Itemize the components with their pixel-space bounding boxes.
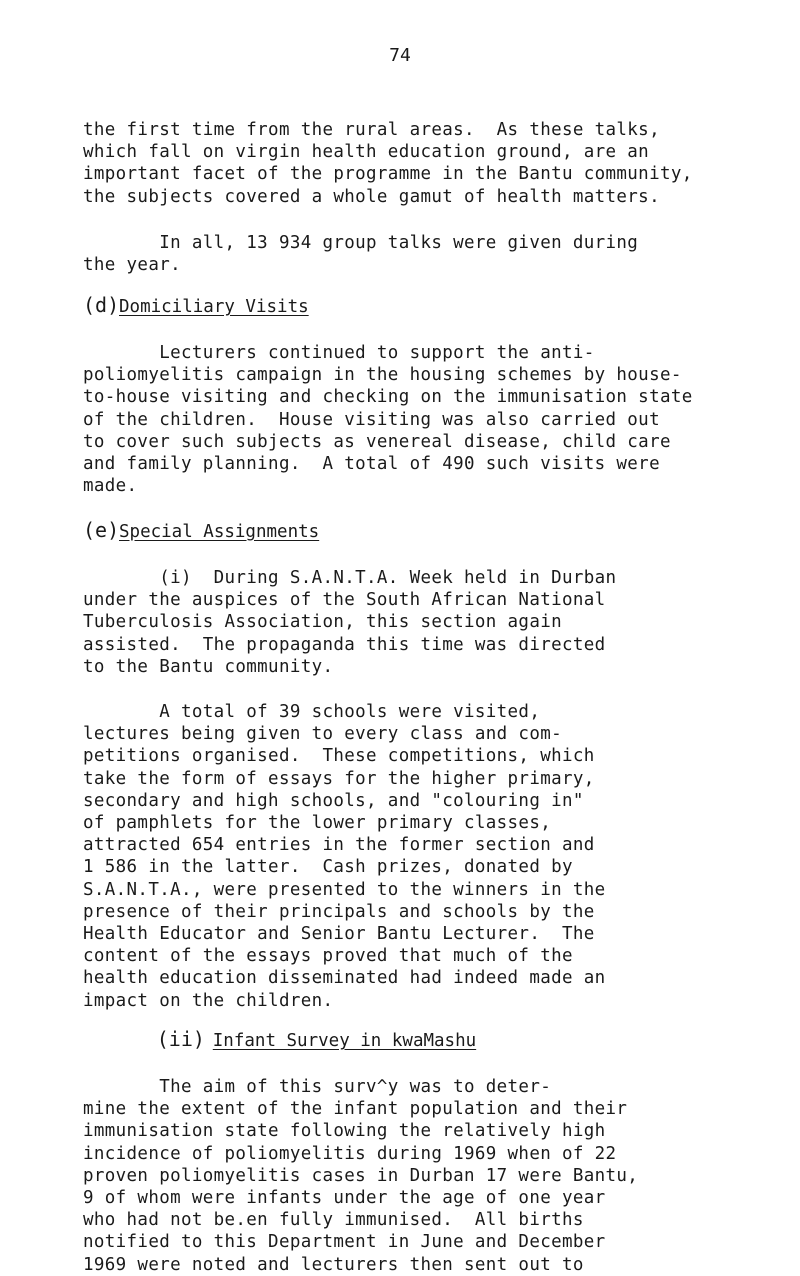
- text-line: the first time from the rural areas. As these talks,: [83, 120, 660, 140]
- section-e-heading: [83, 518, 763, 544]
- text-line: health education disseminated had indeed made an: [83, 968, 606, 989]
- text-line: immunisation state following the relatively high: [83, 1121, 606, 1142]
- text-line: 1969 were noted and lecturers then sent out to: [83, 1254, 584, 1275]
- sub-ii-paragraph: [83, 1076, 763, 1276]
- text-line: incidence of poliomyelitis during 1969 when of 22: [83, 1143, 617, 1164]
- text-line: assisted. The propaganda this time was directed: [83, 634, 606, 655]
- section-label: (d): [83, 293, 120, 317]
- text-line: who had not be.en fully immunised. All births: [83, 1210, 584, 1231]
- text-line: presence of their principals and schools by the: [83, 901, 595, 922]
- text-line: take the form of essays for the higher primary,: [83, 768, 595, 789]
- text-line: of pamphlets for the lower primary classes,: [83, 813, 552, 834]
- text-line: poliomyelitis campaign in the housing schemes by house-: [83, 365, 682, 386]
- text-line: (i) During S.A.N.T.A. Week held in Durban: [83, 568, 617, 588]
- text-line: to cover such subjects as venereal disease, child care: [83, 431, 671, 452]
- sub-section-title: Infant Survey in kwaMashu: [212, 1031, 477, 1051]
- section-label: (e): [83, 518, 120, 542]
- text-line: Tuberculosis Association, this section again: [83, 612, 562, 633]
- section-e-schools-paragraph: [83, 701, 763, 1012]
- sub-ii-heading: [83, 1027, 763, 1053]
- text-line: the subjects covered a whole gamut of health matters.: [83, 186, 660, 207]
- text-line: 1 586 in the latter. Cash prizes, donated by: [83, 857, 573, 878]
- sub-section-label: (ii): [156, 1027, 205, 1051]
- text-line: proven poliomyelitis cases in Durban 17 were Bantu,: [83, 1165, 639, 1186]
- text-line: under the auspices of the South African National: [83, 590, 606, 611]
- text-line: which fall on virgin health education ground, are an: [83, 142, 650, 163]
- text-line: 9 of whom were infants under the age of one year: [83, 1188, 606, 1209]
- text-line: secondary and high schools, and "colouring in": [83, 790, 584, 811]
- text-line: important facet of the programme in the Bantu community,: [83, 164, 693, 185]
- text-line: mine the extent of the infant population and their: [83, 1099, 628, 1120]
- intro-paragraph: [83, 119, 763, 208]
- text-line: made.: [83, 476, 138, 497]
- text-line: A total of 39 schools were visited,: [83, 702, 541, 722]
- text-line: to-house visiting and checking on the immunisation state: [83, 387, 693, 408]
- text-line: impact on the children.: [83, 990, 334, 1011]
- section-d-paragraph: [83, 342, 763, 497]
- text-line: notified to this Department in June and December: [83, 1232, 606, 1253]
- section-title: Domiciliary Visits: [119, 297, 309, 317]
- text-line: lectures being given to every class and com-: [83, 724, 562, 745]
- section-title: Special Assignments: [119, 522, 320, 542]
- text-line: Lecturers continued to support the anti-: [83, 343, 595, 363]
- text-line: S.A.N.T.A., were presented to the winners in the: [83, 879, 606, 900]
- section-d-heading: [83, 293, 763, 319]
- text-line: The aim of this surv^y was to deter-: [83, 1077, 552, 1097]
- text-line: to the Bantu community.: [83, 656, 334, 677]
- text-line: and family planning. A total of 490 such visits were: [83, 454, 660, 475]
- text-line: the year.: [83, 255, 181, 276]
- text-line: petitions organised. These competitions, which: [83, 746, 595, 767]
- text-line: attracted 654 entries in the former section and: [83, 835, 595, 856]
- text-line: of the children. House visiting was also carried out: [83, 409, 660, 430]
- page-number: 74: [389, 45, 411, 66]
- total-talks-paragraph: [83, 232, 763, 276]
- text-line: In all, 13 934 group talks were given during: [83, 233, 639, 253]
- text-line: Health Educator and Senior Bantu Lecturer. The: [83, 924, 595, 945]
- text-line: content of the essays proved that much of the: [83, 946, 573, 967]
- section-e-paragraph-i: [83, 567, 763, 678]
